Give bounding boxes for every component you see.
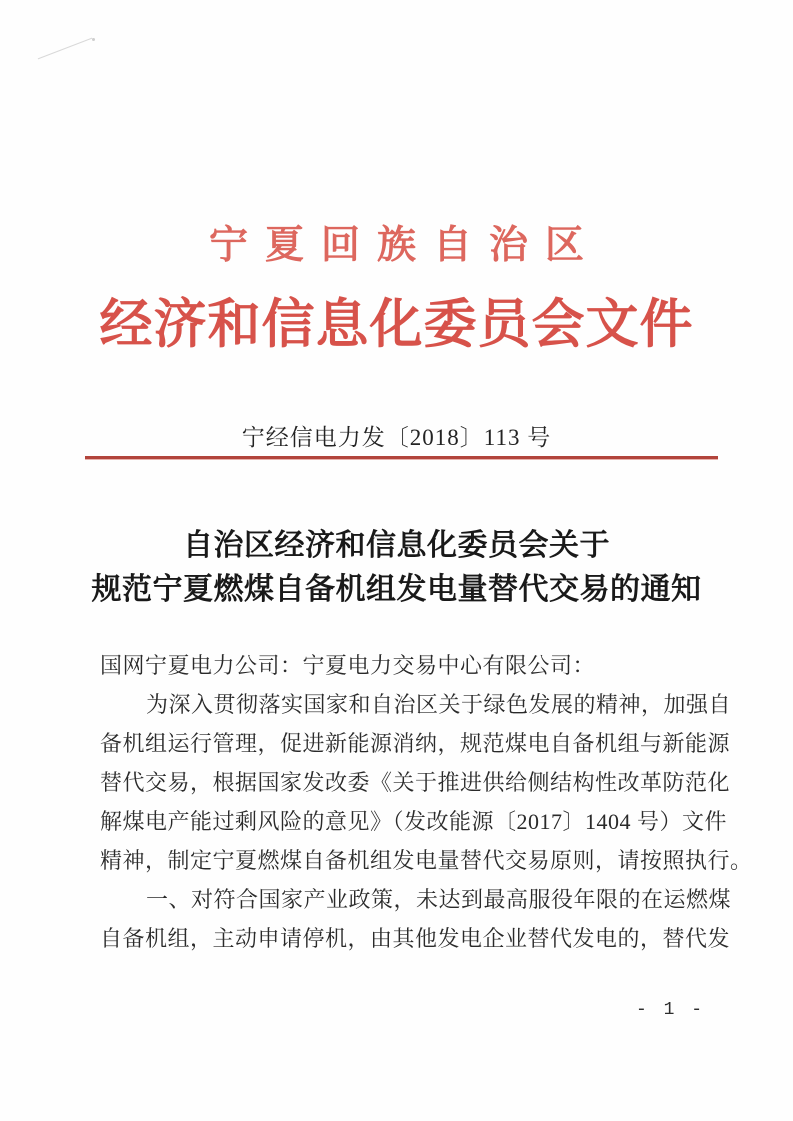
header-org-line: 经济和信息化委员会文件 <box>99 296 694 354</box>
page-number: - 1 - <box>635 1000 705 1020</box>
document-title <box>0 524 793 612</box>
body-line: 精神，制定宁夏燃煤自备机组发电量替代交易原则，请按照执行。 <box>100 848 753 873</box>
scan-scratch-mark <box>38 38 93 60</box>
body-line: 一、对符合国家产业政策，未达到最高服役年限的在运燃煤 <box>146 887 732 912</box>
body-line: 备机组运行管理，促进新能源消纳，规范煤电自备机组与新能源 <box>100 731 731 756</box>
body-line: 为深入贯彻落实国家和自治区关于绿色发展的精神，加强自 <box>146 692 732 717</box>
header-divider-rule <box>85 456 718 459</box>
scan-scratch-dot <box>92 38 95 41</box>
title-line-1: 自治区经济和信息化委员会关于 <box>183 529 610 562</box>
title-line-2: 规范宁夏燃煤自备机组发电量替代交易的通知 <box>91 573 702 606</box>
body-line: 自备机组，主动申请停机，由其他发电企业替代发电的，替代发 <box>100 926 731 951</box>
body-line: 替代交易，根据国家发改委《关于推进供给侧结构性改革防范化 <box>100 770 731 795</box>
doc-number: 宁经信电力发〔2018〕113 号 <box>241 425 552 450</box>
salutation-line: 国网宁夏电力公司：宁夏电力交易中心有限公司： <box>100 653 596 678</box>
document-body <box>100 646 753 958</box>
body-line: 解煤电产能过剩风险的意见》（发改能源〔2017〕1404 号）文件 <box>100 809 728 834</box>
header-region-line: 宁夏回族自治区 <box>208 224 601 267</box>
